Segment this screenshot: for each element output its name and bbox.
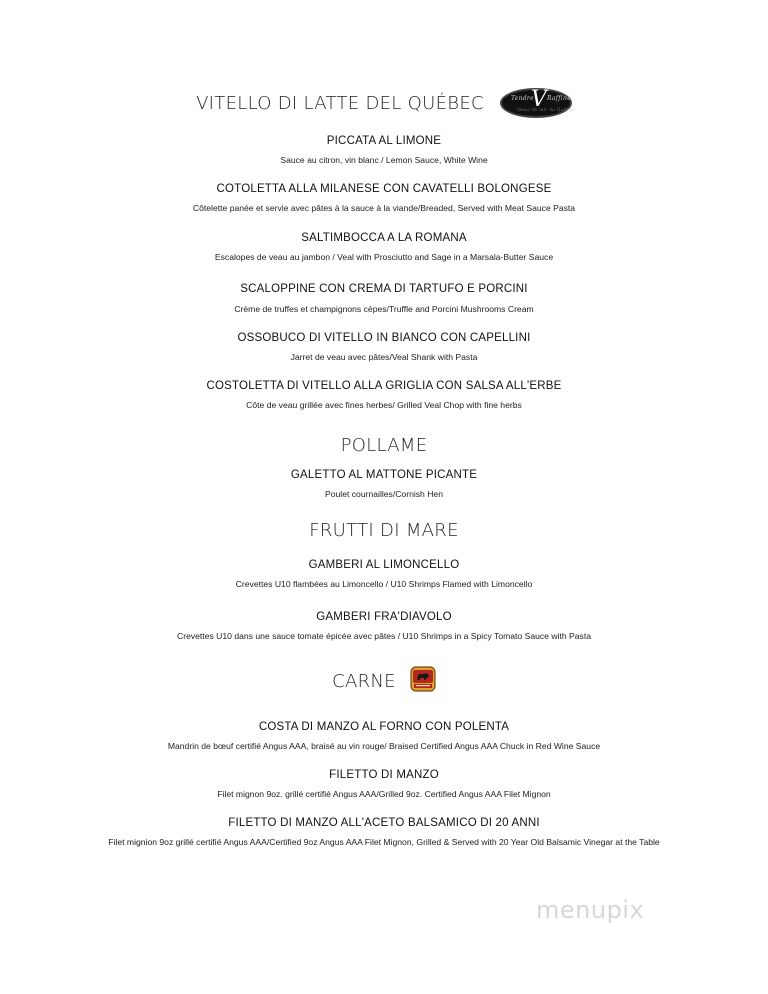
dish-description: Poulet cournailles/Cornish Hen [325, 489, 443, 499]
vitello-title-text: VITELLO DI LATTE DEL QUÉBEC [196, 92, 484, 114]
logo-text-tendre: Tendre [510, 95, 534, 102]
section-title-pollame [0, 434, 768, 456]
section-title-frutti-di-mare [0, 519, 768, 541]
veal-logo-icon: Tendre V Raffiné Veau de lait du Québec [500, 88, 572, 118]
dish-description: Sauce au citron, vin blanc / Lemon Sauce, White Wine [280, 155, 488, 165]
dish-name: FILETTO DI MANZO ALL'ACETO BALSAMICO DI 20 ANNI [228, 817, 540, 829]
dish-name: PICCATA AL LIMONE [326, 135, 442, 147]
logo-text-raffine: Raffiné [546, 95, 572, 102]
dish-name: COSTOLETTA DI VITELLO ALLA GRIGLIA CON SALSA ALL'ERBE [206, 380, 562, 392]
dish-name: OSSOBUCO DI VITELLO IN BIANCO CON CAPELLINI [237, 332, 531, 344]
menupix-watermark: menupix [536, 896, 645, 924]
dish-description: Filet mignon 9oz. grillé certifié Angus AAA/Grilled 9oz. Certified Angus AAA Filet Mignon [217, 789, 551, 799]
logo-subtitle: Veau de lait du Québec [516, 108, 576, 113]
dish-description: Côtelette panée et servie avec pâtes à la sauce à la viande/Breaded, Served with Meat Sauce Pasta [192, 203, 576, 213]
dish-description: Côte de veau grillée avec fines herbes/ Grilled Veal Chop with fine herbs [246, 400, 522, 410]
section-title-carne [0, 666, 768, 697]
dish-name: COSTA DI MANZO AL FORNO CON POLENTA [258, 721, 510, 733]
dish-description: Jarret de veau avec pâtes/Veal Shank with Pasta [290, 352, 478, 362]
dish-description: Filet mignion 9oz grillé certifié Angus AAA/Certified 9oz Angus AAA Filet Mignon, Grilled & Served with 20 Year Old Balsamic Vinegar at the Table [108, 837, 660, 847]
dish-name: FILETTO DI MANZO [329, 769, 439, 781]
dish-name: SALTIMBOCCA A LA ROMANA [301, 232, 467, 244]
frutti-title-text: FRUTTI DI MARE [309, 519, 459, 541]
dish-description: Crevettes U10 dans une sauce tomate épicée avec pâtes / U10 Shrimps in a Spicy Tomato Sauce with Pasta [177, 631, 591, 641]
dish-name: GAMBERI FRA'DIAVOLO [316, 611, 452, 623]
pollame-title-text: POLLAME [340, 434, 428, 456]
dish-description: Crevettes U10 flambées au Limoncello / U10 Shrimps Flamed with Limoncello [235, 579, 533, 589]
dish-name: COTOLETTA ALLA MILANESE CON CAVATELLI BOLONGESE [216, 183, 552, 195]
angus-beef-badge-icon [410, 666, 436, 697]
dish-description: Mandrin de bœuf certifié Angus AAA, braisé au vin rouge/ Braised Certified Angus AAA Chuck in Red Wine Sauce [167, 741, 601, 751]
dish-description: Crème de truffes et champignons cèpes/Truffle and Porcini Mushrooms Cream [234, 304, 534, 314]
dish-description: Escalopes de veau au jambon / Veal with Prosciutto and Sage in a Marsala-Butter Sauce [214, 252, 554, 262]
carne-title-text: CARNE [332, 671, 396, 692]
dish-name: SCALOPPINE CON CREMA DI TARTUFO E PORCINI [240, 283, 528, 295]
dish-name: GAMBERI AL LIMONCELLO [308, 559, 460, 571]
section-title-vitello [0, 88, 768, 118]
dish-name: GALETTO AL MATTONE PICANTE [290, 469, 478, 481]
